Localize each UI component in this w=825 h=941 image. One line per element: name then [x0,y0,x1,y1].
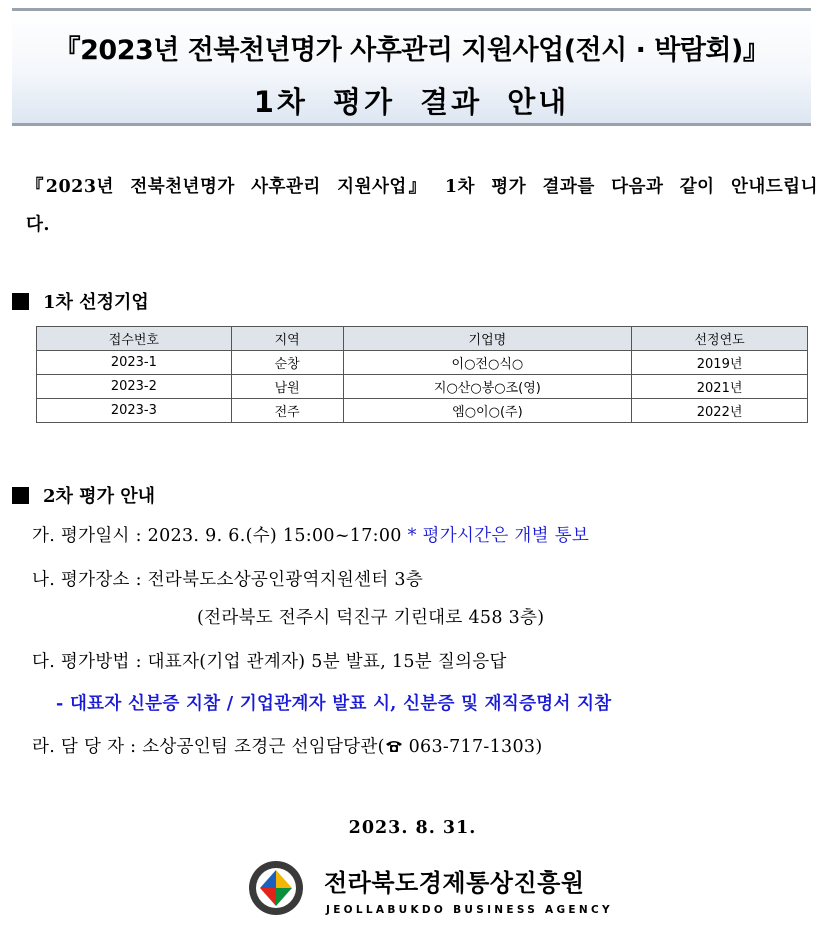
item-method: 다. 평가방법 : 대표자(기업 관계자) 5분 발표, 15분 질의응답 [32,652,507,672]
schedule-note: * 평가시간은 개별 통보 [407,526,590,546]
table-cell: 남원 [231,375,343,399]
table-row [37,351,808,375]
title-line-2: 1차 평가 결과 안내 [253,85,570,119]
table-header-row [37,327,808,351]
org-name-english: JEOLLABUKDO BUSINESS AGENCY [326,904,613,916]
contact-phone: 063-717-1303) [402,737,543,757]
org-logo-icon [248,860,304,916]
column-header: 기업명 [343,327,632,351]
table-row [37,375,808,399]
table-cell: 2021년 [632,375,808,399]
table-cell: 지○산○봉○조(영) [343,375,632,399]
item-contact [32,733,542,758]
phone-icon [385,739,403,753]
table-cell: 엠○이○(주) [343,399,632,423]
section-1-heading-text: 1차 선정기업 [43,292,149,313]
section-2-heading [12,482,155,508]
item-venue: 나. 평가장소 : 전라북도소상공인광역지원센터 3층 [32,570,424,590]
table-cell: 2023-2 [37,375,232,399]
column-header: 접수번호 [37,327,232,351]
table-cell: 2023-3 [37,399,232,423]
title-banner [12,8,811,126]
table-cell: 2019년 [632,351,808,375]
selection-table [36,326,808,423]
table-cell: 2023-1 [37,351,232,375]
column-header: 선정연도 [632,327,808,351]
table-cell: 2022년 [632,399,808,423]
column-header: 지역 [231,327,343,351]
table-row [37,399,808,423]
document-date: 2023. 8. 31. [348,818,477,838]
table-cell: 전주 [231,399,343,423]
contact-text: 라. 담 당 자 : 소상공인팀 조경근 선임담당관( [32,737,385,757]
schedule-text: 가. 평가일시 : 2023. 9. 6.(수) 15:00~17:00 [32,526,402,546]
item-venue-address: (전라북도 전주시 덕진구 기린대로 458 3층) [197,608,545,628]
table-cell: 순창 [231,351,343,375]
org-name-korean: 전라북도경제통상진흥원 [324,869,585,897]
section-2-heading-text: 2차 평가 안내 [43,486,155,507]
table-cell: 이○전○식○ [343,351,632,375]
square-bullet-icon [12,487,29,504]
section-1-heading [12,288,149,314]
title-line-1: 『2023년 전북천년명가 사후관리 지원사업(전시 · 박람회)』 [53,35,770,66]
square-bullet-icon [12,293,29,310]
item-method-note: - 대표자 신분증 지참 / 기업관계자 발표 시, 신분증 및 재직증명서 지참 [56,694,612,714]
intro-paragraph: 『2023년 전북천년명가 사후관리 지원사업』 1차 평가 결과를 다음과 같이 안내드립니다. [26,177,818,235]
item-schedule [32,522,589,547]
